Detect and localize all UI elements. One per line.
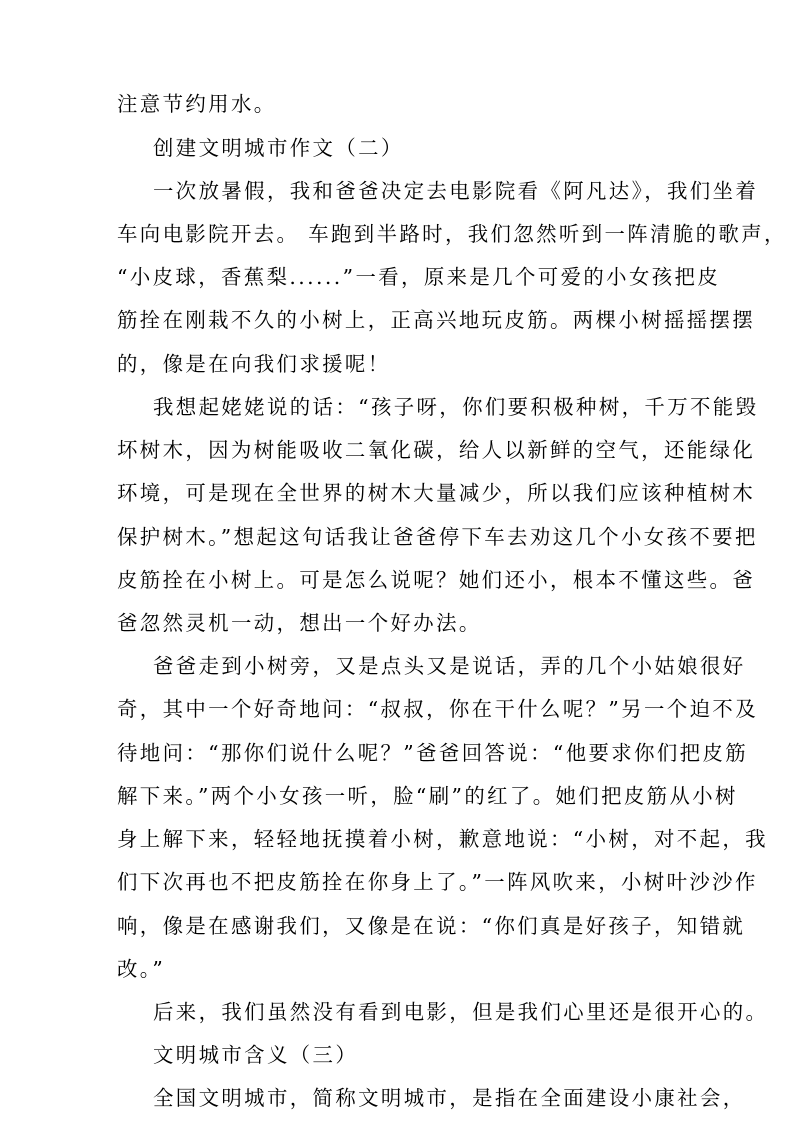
text-line-3: 一次放暑假，我和爸爸决定去电影院看《阿凡达》，我们坐着 <box>153 179 759 203</box>
text-line-24: 全国文明城市，简称文明城市，是指在全面建设小康社会， <box>153 1086 746 1110</box>
text-line-9: 坏树木，因为树能吸收二氧化碳，给人以新鲜的空气，还能绿化 <box>117 438 756 462</box>
text-line-6: 筋拴在刚栽不久的小树上，正高兴地玩皮筋。两棵小树摇摇摆摆 <box>117 308 756 332</box>
text-line-17: 解下来。”两个小女孩一听，脸“刷”的红了。她们把皮筋从小树 <box>117 784 738 808</box>
text-line-5: “小皮球，香蕉梨......”一看，原来是几个可爱的小女孩把皮 <box>117 265 721 289</box>
text-line-19: 们下次再也不把皮筋拴在你身上了。”一阵风吹来，小树叶沙沙作 <box>117 870 758 894</box>
text-line-10: 环境，可是现在全世界的树木大量减少，所以我们应该种植树木 <box>117 481 756 505</box>
text-line-16: 待地问：“那你们说什么呢？”爸爸回答说：“他要求你们把皮筋 <box>117 741 749 765</box>
text-line-11: 保护树木。”想起这句话我让爸爸停下车去劝这几个小女孩不要把 <box>117 525 758 549</box>
text-line-7: 的，像是在向我们求援呢！ <box>117 352 391 376</box>
text-line-13: 爸忽然灵机一动，想出一个好办法。 <box>117 611 482 635</box>
text-line-12: 皮筋拴在小树上。可是怎么说呢？她们还小，根本不懂这些。爸 <box>117 568 756 592</box>
text-line-14: 爸爸走到小树旁，又是点头又是说话，弄的几个小姑娘很好 <box>153 654 746 678</box>
text-line-21: 改。” <box>117 957 166 981</box>
text-line-22: 后来，我们虽然没有看到电影，但是我们心里还是很开心的。 <box>153 1000 769 1024</box>
text-line-4: 车向电影院开去。 车跑到半路时，我们忽然听到一阵清脆的歌声， <box>117 222 787 246</box>
section-heading-3: 文明城市含义（三） <box>153 1043 359 1067</box>
text-line-18: 身上解下来，轻轻地抚摸着小树，歉意地说：“小树，对不起，我 <box>117 827 768 851</box>
text-line-1: 注意节约用水。 <box>117 92 277 116</box>
section-heading-2: 创建文明城市作文（二） <box>153 136 404 160</box>
text-line-15: 奇，其中一个好奇地问：“叔叔，你在干什么呢？”另一个迫不及 <box>117 697 758 721</box>
text-line-20: 响，像是在感谢我们，又像是在说：“你们真是好孩子，知错就 <box>117 914 746 938</box>
text-line-8: 我想起姥姥说的话：“孩子呀，你们要积极种树，千万不能毁 <box>153 395 759 419</box>
